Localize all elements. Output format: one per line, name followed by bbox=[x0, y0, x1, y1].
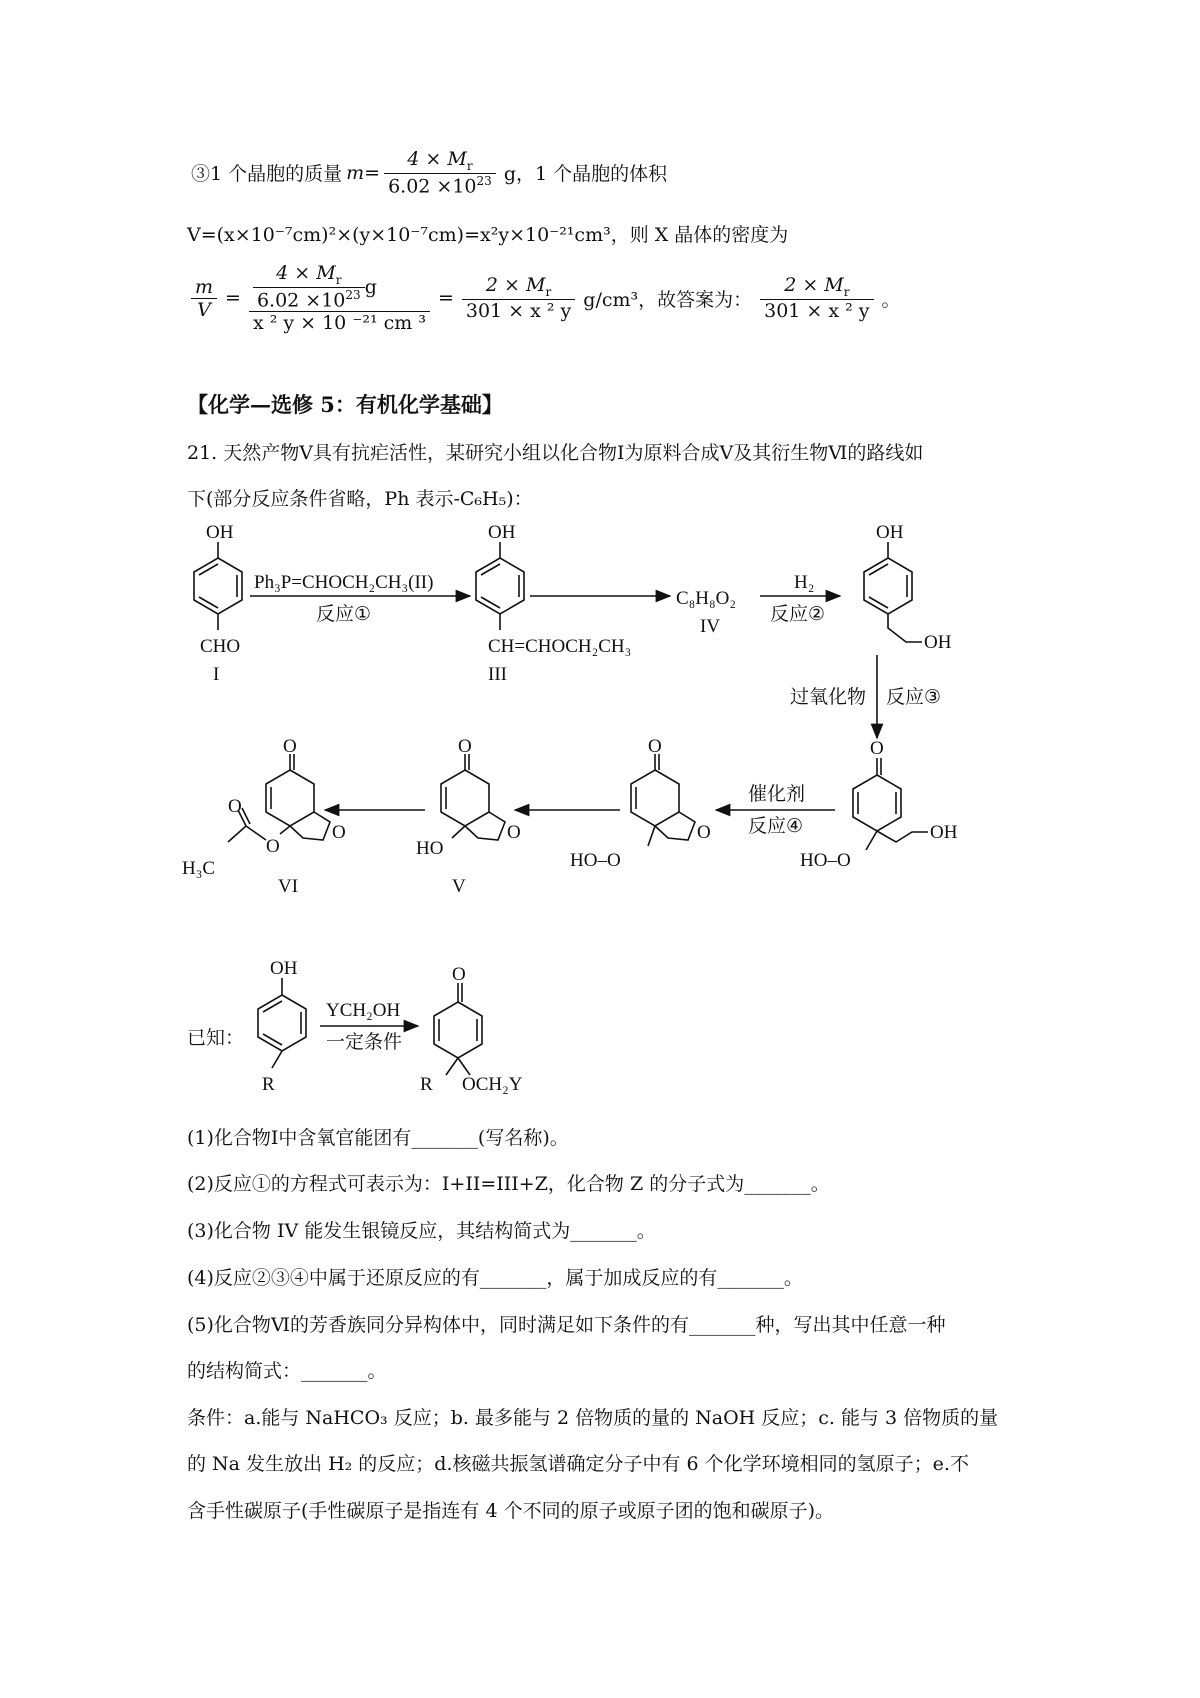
mass-fraction bbox=[384, 148, 496, 197]
pe-oh2: OH bbox=[924, 632, 952, 653]
cond-1: 反应① bbox=[316, 603, 372, 625]
known-reagent: YCH₂OH bbox=[326, 1000, 401, 1021]
density-result: $\frac{2 \times M_r}{\text{301 × x ² y}}$ bbox=[462, 274, 575, 322]
mass-line-prefix: ③1 个晶胞的质量 bbox=[191, 163, 343, 186]
I-cho: CHO bbox=[200, 636, 241, 657]
question-3: (3)化合物 IV 能发生银镜反应，其结构简式为_______。 bbox=[187, 1220, 656, 1242]
conditions-line1: 条件：a.能与 NaHCO₃ 反应；b. 最多能与 2 倍物质的量的 NaOH 反应；c. 能与 3 倍物质的量 bbox=[187, 1407, 999, 1429]
reagent-II: Ph₃P=CHOCH₂CH₃(II) bbox=[254, 572, 434, 593]
known-och2y: OCH₂Y bbox=[462, 1074, 523, 1095]
density-lhs-den: V bbox=[197, 298, 211, 321]
synthesis-scheme bbox=[0, 520, 1200, 920]
compound-III-ring bbox=[476, 542, 524, 630]
known-cond: 一定条件 bbox=[326, 1031, 403, 1053]
phenylethanol-ring bbox=[864, 542, 922, 642]
density-compound-fraction: $4 \times M_r$ $6.02 \times 10^{23}$ g x ² y × 10 ⁻²¹ cm ³ bbox=[249, 262, 430, 334]
mass-numerator-sub: r bbox=[466, 158, 473, 173]
III-sub: CH=CHOCH₂CH₃ bbox=[488, 636, 632, 657]
bp-hoo: HO–O bbox=[570, 850, 621, 871]
question-5-line1: (5)化合物Ⅵ的芳香族同分异构体中，同时满足如下条件的有_______种，写出其中任意一种 bbox=[187, 1314, 946, 1336]
I-oh: OH bbox=[206, 522, 234, 543]
answer-den: 301 × x ² y bbox=[764, 299, 870, 322]
volume-line: V=(x×10⁻⁷cm)²×(y×10⁻⁷cm)=x²y×10⁻²¹cm³，则 X 晶体的密度为 bbox=[187, 224, 789, 246]
conditions-line2: 的 Na 发生放出 H₂ 的反应；d.核磁共振氢谱确定分子中有 6 个化学环境相同的氢原子；e.不 bbox=[187, 1453, 969, 1475]
mass-m-eq: m= bbox=[346, 161, 381, 184]
answer-num: 2 × M bbox=[784, 274, 844, 297]
peroxy-dienone bbox=[853, 758, 928, 850]
V-ho: HO bbox=[416, 838, 444, 859]
known-label: 已知： bbox=[187, 1027, 245, 1049]
pd-oh: OH bbox=[930, 822, 958, 843]
conditions-line3: 含手性碳原子(手性碳原子是指连有 4 个不同的原子或原子团的饱和碳原子)。 bbox=[187, 1500, 834, 1522]
formula-IV: C₈H₈O₂ bbox=[676, 588, 736, 609]
answer-end: 。 bbox=[881, 288, 901, 311]
question-4: (4)反应②③④中属于还原反应的有_______，属于加成反应的有_______。 bbox=[187, 1267, 803, 1289]
label-III: III bbox=[488, 664, 507, 685]
V-ring-o: O bbox=[507, 822, 521, 843]
density-inner-num: 4 × M bbox=[276, 262, 336, 284]
density-inner-unit: g bbox=[364, 275, 377, 298]
density-result-den: 301 × x ² y bbox=[465, 299, 572, 322]
pd-o: O bbox=[870, 738, 884, 759]
VI-ester-o: O bbox=[266, 836, 280, 857]
compound-V bbox=[441, 754, 505, 840]
known-r2: R bbox=[420, 1074, 433, 1095]
cond-4: 反应④ bbox=[748, 815, 804, 837]
label-VI: VI bbox=[278, 876, 299, 897]
compound-VI bbox=[228, 754, 330, 842]
mass-denominator-sup: 23 bbox=[476, 173, 492, 188]
label-I: I bbox=[213, 664, 220, 685]
question-5-line2: 的结构简式：_______。 bbox=[187, 1360, 387, 1382]
mass-line bbox=[187, 148, 671, 197]
density-lhs-num: m bbox=[191, 276, 217, 299]
mass-numerator: 4 × M bbox=[407, 148, 467, 170]
VI-o: O bbox=[283, 736, 297, 757]
density-big-den: x ² y × 10 ⁻²¹ cm ³ bbox=[252, 312, 426, 335]
density-lhs bbox=[191, 276, 217, 321]
V-o: O bbox=[458, 736, 472, 757]
question-1: (1)化合物Ⅰ中含氧官能团有_______(写名称)。 bbox=[187, 1127, 569, 1149]
question-2: (2)反应①的方程式可表示为：I+II=III+Z，化合物 Z 的分子式为_______。 bbox=[187, 1173, 830, 1195]
density-result-num: 2 × M bbox=[485, 274, 546, 297]
III-oh: OH bbox=[488, 522, 516, 543]
bp-o: O bbox=[648, 736, 662, 757]
answer-fraction: $2 \times M_r$ 301 × x ² y bbox=[760, 274, 873, 322]
reagent-h2: H₂ bbox=[794, 572, 815, 593]
mass-denominator: 6.02 ×10 bbox=[388, 175, 477, 198]
reagent-catalyst: 催化剂 bbox=[748, 783, 806, 805]
mass-line-suffix: g，1 个晶胞的体积 bbox=[503, 163, 668, 186]
known-o: O bbox=[452, 964, 466, 985]
known-oh: OH bbox=[270, 958, 298, 979]
reagent-peroxide: 过氧化物 bbox=[790, 686, 867, 708]
label-IV: IV bbox=[700, 616, 721, 637]
cond-2: 反应② bbox=[770, 603, 826, 625]
density-inner-den: 6.02 ×10 bbox=[256, 289, 346, 312]
question-intro-line2: 下(部分反应条件省略，Ph 表示-C₆H₅)： bbox=[187, 488, 533, 510]
pe-oh: OH bbox=[876, 522, 904, 543]
VI-h3c: H₃C bbox=[182, 858, 216, 879]
density-line: $\frac{m}{V}$ = $4 \times M_r$ $6.02 \times 10^{23}$ g x ² y × 10 ⁻²¹ cm ³ = $\frac{2 \times M_r}{\text{301 × x ² y}}$ g/cm³，故答案为： $2 \times M_r$ 301 × x ² y 。 bbox=[187, 262, 905, 334]
VI-ring-o: O bbox=[332, 822, 346, 843]
known-r: R bbox=[262, 1074, 275, 1095]
pd-hoo: HO–O bbox=[800, 850, 851, 871]
question-intro-line1: 21. 天然产物Ⅴ具有抗疟活性，某研究小组以化合物Ⅰ为原料合成Ⅴ及其衍生物Ⅵ的路线如 bbox=[187, 442, 924, 464]
known-reaction bbox=[240, 950, 580, 1120]
label-V: V bbox=[452, 876, 466, 897]
cond-3: 反应③ bbox=[886, 686, 942, 708]
density-unit-text: g/cm³，故答案为： bbox=[583, 288, 753, 311]
compound-I-ring bbox=[194, 542, 242, 630]
bp-ring-o: O bbox=[697, 822, 711, 843]
section-heading: 【化学—选修 5：有机化学基础】 bbox=[187, 392, 503, 417]
bicyclic-peroxide bbox=[631, 754, 695, 846]
VI-carbonyl-o: O bbox=[228, 796, 242, 817]
